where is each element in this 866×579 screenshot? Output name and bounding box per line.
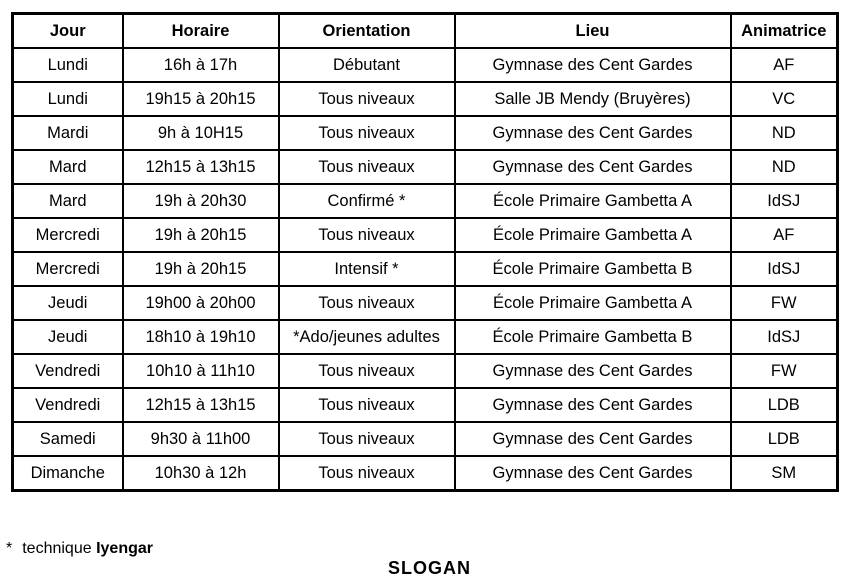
cell-orientation: Débutant [279, 48, 455, 82]
cell-horaire: 12h15 à 13h15 [123, 150, 279, 184]
cell-jour: Vendredi [13, 388, 123, 422]
table-row [13, 320, 838, 354]
cell-horaire: 9h30 à 11h00 [123, 422, 279, 456]
header-lieu: Lieu [455, 14, 731, 49]
cell-lieu: Gymnase des Cent Gardes [455, 116, 731, 150]
cell-horaire: 10h10 à 11h10 [123, 354, 279, 388]
cell-lieu: Gymnase des Cent Gardes [455, 388, 731, 422]
cell-animatrice: VC [731, 82, 838, 116]
header-orientation: Orientation [279, 14, 455, 49]
cell-orientation: Tous niveaux [279, 286, 455, 320]
cell-lieu: Gymnase des Cent Gardes [455, 422, 731, 456]
footnote-star: * [6, 540, 13, 557]
cell-animatrice: ND [731, 150, 838, 184]
table-row [13, 422, 838, 456]
cell-jour: Mercredi [13, 252, 123, 286]
cell-orientation: Tous niveaux [279, 150, 455, 184]
cell-orientation: Tous niveaux [279, 218, 455, 252]
cell-jour: Jeudi [13, 286, 123, 320]
cell-lieu: Gymnase des Cent Gardes [455, 48, 731, 82]
cell-jour: Lundi [13, 82, 123, 116]
cell-lieu: École Primaire Gambetta B [455, 252, 731, 286]
cell-lieu: École Primaire Gambetta A [455, 218, 731, 252]
cell-horaire: 18h10 à 19h10 [123, 320, 279, 354]
cell-orientation: Tous niveaux [279, 422, 455, 456]
schedule-body [13, 48, 838, 491]
table-row [13, 82, 838, 116]
table-row [13, 252, 838, 286]
table-row [13, 116, 838, 150]
cell-orientation: Tous niveaux [279, 116, 455, 150]
cell-lieu: Gymnase des Cent Gardes [455, 150, 731, 184]
cell-jour: Lundi [13, 48, 123, 82]
cell-lieu: Gymnase des Cent Gardes [455, 354, 731, 388]
cell-orientation: Tous niveaux [279, 354, 455, 388]
cell-animatrice: SM [731, 456, 838, 491]
cell-jour: Jeudi [13, 320, 123, 354]
cell-animatrice: LDB [731, 388, 838, 422]
table-row [13, 218, 838, 252]
cell-jour: Mard [13, 150, 123, 184]
cell-animatrice: FW [731, 354, 838, 388]
footnote [6, 540, 153, 558]
cell-lieu: Gymnase des Cent Gardes [455, 456, 731, 491]
cell-jour: Mardi [13, 116, 123, 150]
cell-horaire: 10h30 à 12h [123, 456, 279, 491]
cell-jour: Mard [13, 184, 123, 218]
cell-jour: Mercredi [13, 218, 123, 252]
cutoff-heading: SLOGAN [388, 558, 472, 578]
footnote-bold: Iyengar [96, 540, 153, 557]
header-animatrice: Animatrice [731, 14, 838, 49]
cell-lieu: École Primaire Gambetta A [455, 184, 731, 218]
cell-animatrice: AF [731, 218, 838, 252]
cell-orientation: *Ado/jeunes adultes [279, 320, 455, 354]
footnote-text: technique [22, 540, 97, 557]
cell-lieu: École Primaire Gambetta A [455, 286, 731, 320]
table-row [13, 388, 838, 422]
cell-horaire: 12h15 à 13h15 [123, 388, 279, 422]
header-horaire: Horaire [123, 14, 279, 49]
cell-horaire: 16h à 17h [123, 48, 279, 82]
cell-lieu: École Primaire Gambetta B [455, 320, 731, 354]
cell-orientation: Confirmé * [279, 184, 455, 218]
cell-horaire: 9h à 10H15 [123, 116, 279, 150]
cell-animatrice: IdSJ [731, 252, 838, 286]
table-row [13, 184, 838, 218]
table-row [13, 456, 838, 491]
cell-jour: Samedi [13, 422, 123, 456]
table-header-row [13, 14, 838, 49]
table-row [13, 48, 838, 82]
cell-jour: Vendredi [13, 354, 123, 388]
table-row [13, 286, 838, 320]
cell-animatrice: AF [731, 48, 838, 82]
cell-orientation: Tous niveaux [279, 388, 455, 422]
schedule-table [11, 12, 839, 492]
cell-orientation: Tous niveaux [279, 82, 455, 116]
cell-animatrice: LDB [731, 422, 838, 456]
table-row [13, 354, 838, 388]
cell-horaire: 19h15 à 20h15 [123, 82, 279, 116]
cell-lieu: Salle JB Mendy (Bruyères) [455, 82, 731, 116]
cell-horaire: 19h à 20h15 [123, 218, 279, 252]
cell-horaire: 19h à 20h15 [123, 252, 279, 286]
cell-animatrice: IdSJ [731, 184, 838, 218]
cell-jour: Dimanche [13, 456, 123, 491]
cell-horaire: 19h à 20h30 [123, 184, 279, 218]
cell-animatrice: ND [731, 116, 838, 150]
cell-orientation: Tous niveaux [279, 456, 455, 491]
cell-orientation: Intensif * [279, 252, 455, 286]
cell-animatrice: IdSJ [731, 320, 838, 354]
header-jour: Jour [13, 14, 123, 49]
cell-animatrice: FW [731, 286, 838, 320]
cell-horaire: 19h00 à 20h00 [123, 286, 279, 320]
table-row [13, 150, 838, 184]
